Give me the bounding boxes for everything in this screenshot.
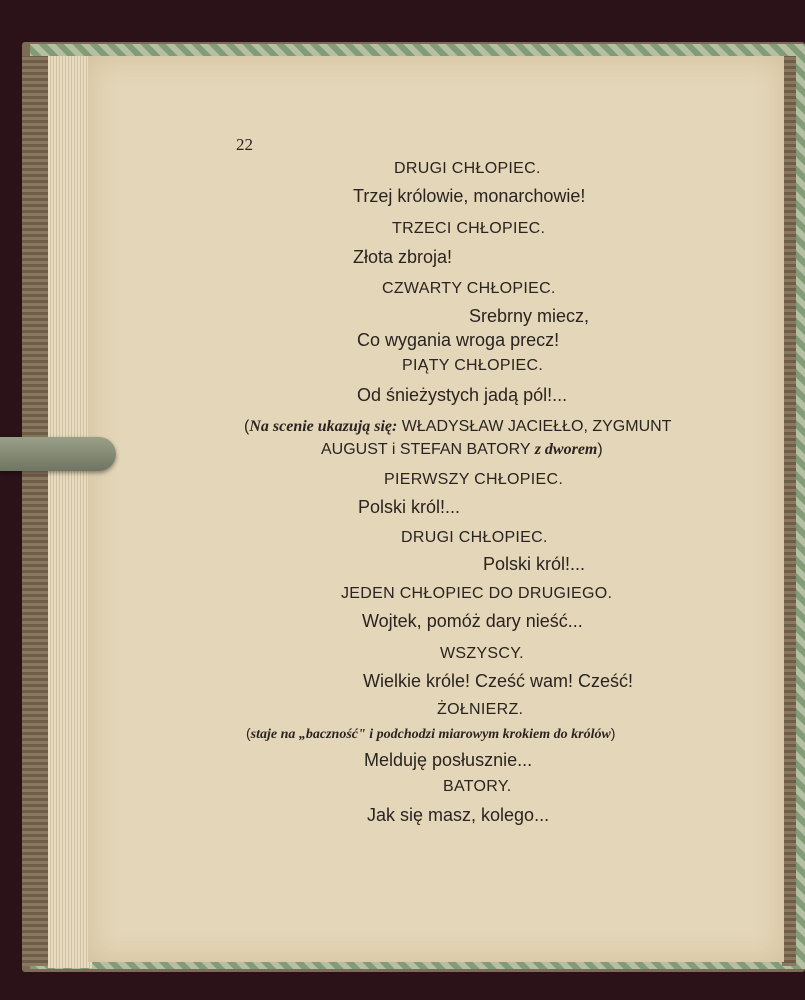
- stage-direction-open: (: [246, 725, 251, 741]
- stage-direction: [321, 442, 603, 458]
- speaker-label: DRUGI CHŁOPIEC.: [394, 160, 541, 177]
- speaker-label: TRZECI CHŁOPIEC.: [392, 220, 546, 237]
- verse-line: Co wygania wroga precz!: [357, 330, 560, 350]
- stage-direction: [246, 726, 615, 742]
- verse-line: Wielkie króle! Cześć wam! Cześć!: [363, 671, 634, 691]
- verse-line: Polski król!...: [358, 497, 461, 517]
- bookmark-ribbon: [0, 437, 116, 471]
- page-number: 22: [236, 135, 253, 154]
- verse-line: Złota zbroja!: [353, 247, 453, 267]
- speaker-label: PIERWSZY CHŁOPIEC.: [384, 471, 564, 488]
- verse-line: Od śnieżystych jadą pól!...: [357, 385, 568, 405]
- speaker-label: PIĄTY CHŁOPIEC.: [402, 357, 544, 374]
- stage-direction: [244, 419, 671, 435]
- stage-direction-close: ): [610, 725, 616, 741]
- stage-direction-italic: staje na „baczność" i podchodzi miarowym krokiem do królów: [250, 727, 611, 742]
- speaker-label: ŻOŁNIERZ.: [437, 701, 524, 718]
- verse-line: Srebrny miecz,: [469, 306, 590, 326]
- verse-line: Wojtek, pomóż dary nieść...: [362, 611, 583, 631]
- verse-line: Melduję posłusznie...: [364, 750, 533, 770]
- verse-line: Polski król!...: [483, 554, 586, 574]
- stage-direction-open: (: [244, 418, 250, 435]
- stage-direction-text: AUGUST i STEFAN BATORY: [321, 441, 535, 458]
- stage-direction-italic: z dworem: [534, 441, 598, 458]
- speaker-label: WSZYSCY.: [440, 645, 524, 662]
- speaker-label: BATORY.: [443, 778, 512, 795]
- speaker-label: CZWARTY CHŁOPIEC.: [382, 280, 556, 297]
- page-stack: [48, 56, 92, 968]
- verse-line: Jak się masz, kolego...: [367, 805, 550, 825]
- speaker-label: JEDEN CHŁOPIEC DO DRUGIEGO.: [341, 585, 613, 602]
- stage-direction-text: WŁADYSŁAW JACIEŁŁO, ZYGMUNT: [397, 418, 672, 435]
- binding-edge: [22, 56, 48, 966]
- cover-edge-right: [782, 56, 796, 966]
- stage-direction-close: ): [597, 441, 603, 458]
- verse-line: Trzej królowie, monarchowie!: [353, 186, 586, 206]
- speaker-label: DRUGI CHŁOPIEC.: [401, 529, 548, 546]
- stage-direction-italic: Na scenie ukazują się:: [249, 418, 398, 435]
